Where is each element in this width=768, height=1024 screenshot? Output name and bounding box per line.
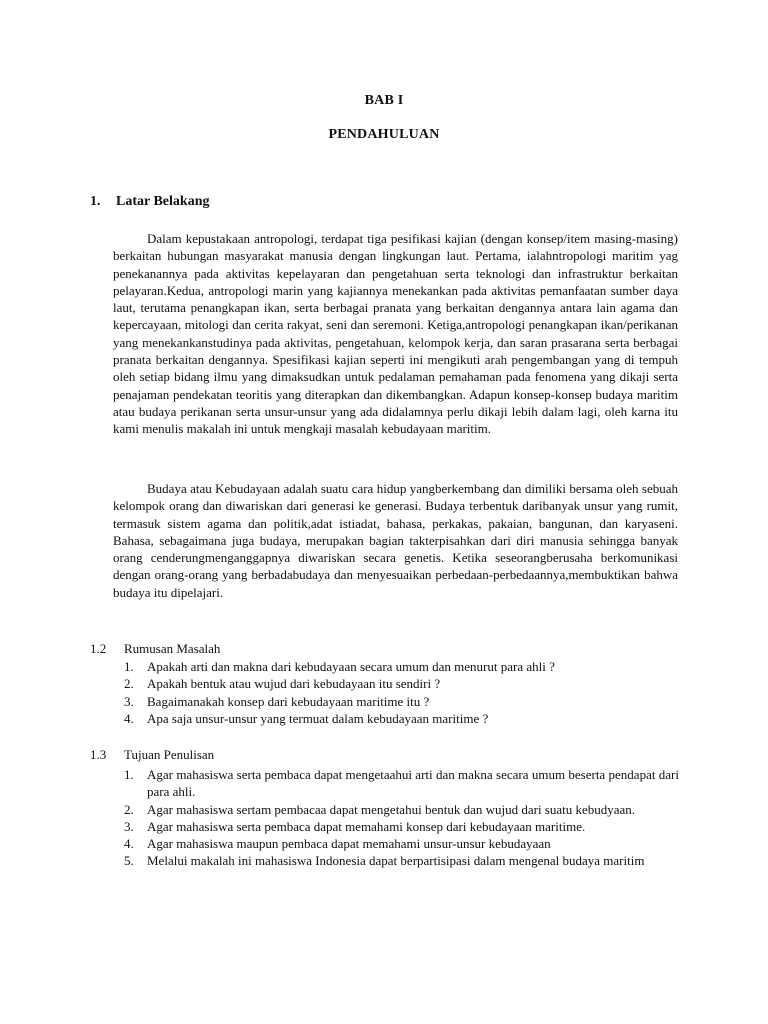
list-item-text: Agar mahasiswa sertam pembacaa dapat mengetahui bentuk dan wujud dari suatu kebudyaan. bbox=[147, 801, 636, 817]
list-marker: 2. bbox=[124, 801, 134, 817]
list-item bbox=[124, 835, 679, 852]
section-title: Latar Belakang bbox=[116, 194, 210, 209]
subsection-number: 1.3 bbox=[90, 747, 107, 762]
list-item-text: Bagaimanakah konsep dari kebudayaan maritime itu ? bbox=[147, 693, 430, 709]
list-item bbox=[124, 801, 679, 818]
list-marker: 4. bbox=[124, 836, 134, 852]
list-marker: 1. bbox=[124, 659, 134, 674]
paragraph-2: Budaya atau Kebudayaan adalah suatu cara hidup yangberkembang dan dimiliki bersama oleh sebuah kelompok orang dan diwariskan dari generasi ke generasi. Budaya terbentuk daribanyak unsur yang rumit, termasuk sistem agama dan politik,adat istiadat, bahasa, perkakas, pakaian, bangunan, dan karyaseni. Bahasa, sebagaimana juga budaya, merupakan bagian takterpisahkan dari diri manusia sehingga banyak orang cenderungmenganggapnya diwariskan secara genetis. Ketika seseorangberusaha berkomunikasi dengan orang-orang yang berbadabudaya dan menyesuaikan perbedaan-perbedaannya,membuktikan bahwa budaya itu dipelajari. bbox=[113, 481, 678, 600]
list-marker: 5. bbox=[124, 853, 134, 869]
subsection-heading-rumusan-masalah bbox=[90, 641, 220, 657]
subsection-title: Rumusan Masalah bbox=[124, 641, 221, 656]
list-marker: 4. bbox=[124, 710, 134, 726]
list-item-text: Apakah bentuk atau wujud dari kebudayaan itu sendiri ? bbox=[147, 676, 441, 692]
list-item bbox=[124, 710, 679, 727]
list-marker: 1. bbox=[124, 767, 134, 782]
list-item bbox=[124, 658, 679, 675]
list-item bbox=[124, 766, 679, 801]
list-item bbox=[124, 693, 679, 710]
list-item-text: Agar mahasiswa maupun pembaca dapat memahami unsur-unsur kebudayaan bbox=[147, 836, 551, 852]
list-item-text: Agar mahasiswa serta pembaca dapat mengetaahui arti dan makna secara umum beserta pendapat dari para ahli. bbox=[147, 767, 679, 800]
chapter-title: PENDAHULUAN bbox=[328, 127, 440, 142]
list-item-text: Agar mahasiswa serta pembaca dapat memahami konsep dari kebudayaan maritime. bbox=[147, 818, 586, 834]
section-number: 1. bbox=[90, 194, 101, 209]
list-item bbox=[124, 818, 679, 835]
list-item bbox=[124, 852, 679, 869]
paragraph-1: Dalam kepustakaan antropologi, terdapat tiga pesifikasi kajian (dengan konsep/item masing-masing) berkaitan hubungan masyarakat manusia dengan lingkungan laut. Pertama, ialahntropologi maritim yag penekanannya pada aktivitas kepelayaran dan pengetahuan serta teknologi dan infrastruktur berkaitan pelayaran.Kedua, antropologi marin yang kajiannya menekankan pada aktivitas pemanfaatan sumber daya laut, terutama penangkapan ikan, serta berbagai pranata yang berkaitan dengannya antara lain agama dan kepercayaan, mitologi dan cerita rakyat, seni dan seremoni. Ketiga,antropologi penangkapan ikan/perikanan yang menekankanstudinya pada aktivitas, pengetahuan, kelompok kerja, dan saran prasarana serta berbagai pranata berkaitan dengannya. Spesifikasi kajian seperti ini mengikuti arah pengembangan yang di tempuh oleh setiap bidang ilmu yang dimaksudkan untuk pedalaman pemahaman pada fenomena yang dikaji serta penajaman pendekatan teoritis yang diterapkan dan dikembangkan. Adapun konsep-konsep budaya maritim atau budaya perikanan serta unsur-unsur yang ada didalamnya perlu dikaji lebih dalam lagi, oleh karna itu kami menulis makalah ini untuk mengkaji masalah kebudayaan maritim. bbox=[113, 231, 678, 437]
list-item-text: Melalui makalah ini mahasiswa Indonesia dapat berpartisipasi dalam mengenal budaya maritim bbox=[147, 853, 645, 869]
chapter-label: BAB I bbox=[364, 93, 404, 108]
rumusan-masalah-list bbox=[124, 658, 679, 727]
list-item-text: Apakah arti dan makna dari kebudayaan secara umum dan menurut para ahli ? bbox=[147, 659, 555, 674]
subsection-title: Tujuan Penulisan bbox=[124, 747, 215, 762]
subsection-heading-tujuan-penulisan bbox=[90, 747, 214, 763]
list-marker: 2. bbox=[124, 676, 134, 692]
tujuan-penulisan-list bbox=[124, 766, 679, 870]
section-heading-latar-belakang bbox=[90, 194, 209, 210]
subsection-number: 1.2 bbox=[90, 641, 107, 656]
list-item-text: Apa saja unsur-unsur yang termuat dalam kebudayaan maritime ? bbox=[147, 710, 489, 726]
list-item bbox=[124, 675, 679, 692]
list-marker: 3. bbox=[124, 818, 134, 834]
list-marker: 3. bbox=[124, 693, 134, 709]
